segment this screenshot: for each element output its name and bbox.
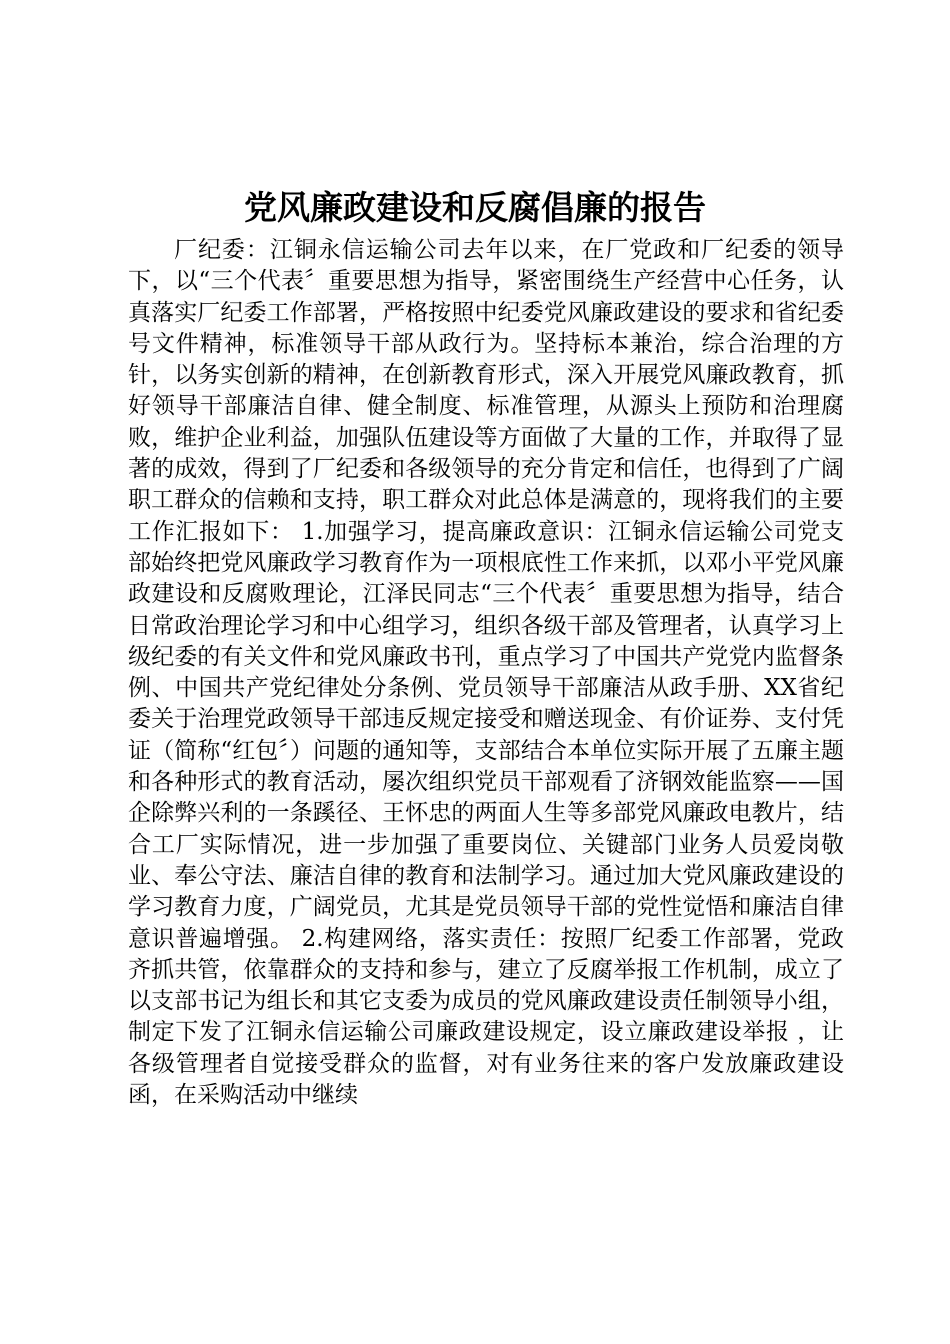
- document-title: 党风廉政建设和反腐倡廉的报告: [244, 188, 706, 227]
- body-paragraph: 厂纪委：江铜永信运输公司去年以来，在厂党政和厂纪委的领导下，以“三个代表〞重要思想为指导，紧密围绕生产经营中心任务，认真落实厂纪委工作部署，严格按照中纪委党风廉政建设的要求和省纪委号文件精神，标准领导干部从政行为。坚持标本兼治，综合治理的方针，以务实创新的精神，在创新教育形式，深入开展党风廉政教育，抓好领导干部廉洁自律、健全制度、标准管理，从源头上预防和治理腐败，维护企业利益，加强队伍建设等方面做了大量的工作，并取得了显著的成效，得到了厂纪委和各级领导的充分肯定和信任，也得到了广阔职工群众的信赖和支持，职工群众对此总体是满意的，现将我们的主要工作汇报如下： 1.加强学习，提高廉政意识：江铜永信运输公司党支部始终把党风廉政学习教育作为一项根底性工作来抓，以邓小平党风廉政建设和反腐败理论，江泽民同志“三个代表〞重要思想为指导，结合日常政治理论学习和中心组学习，组织各级干部及管理者，认真学习上级纪委的有关文件和党风廉政书刊，重点学习了中国共产党党内监督条例、中国共产党纪律处分条例、党员领导干部廉洁从政手册、XX省纪委关于治理党政领导干部违反规定接受和赠送现金、有价证券、支付凭证（简称“红包〞）问题的通知等，支部结合本单位实际开展了五廉主题和各种形式的教育活动，屡次组织党员干部观看了济钢效能监察——国企除弊兴利的一条蹊径、王怀忠的两面人生等多部党风廉政电教片，结合工厂实际情况，进一步加强了重要岗位、关键部门业务人员爱岗敬业、奉公守法、廉洁自律的教育和法制学习。通过加大党风廉政建设的学习教育力度，广阔党员，尤其是党员领导干部的党性觉悟和廉洁自律意识普遍增强。 2.构建网络，落实责任：按照厂纪委工作部署，党政齐抓共管，依靠群众的支持和参与，建立了反腐举报工作机制，成立了以支部书记为组长和其它支委为成员的党风廉政建设责任制领导小组，制定下发了江铜永信运输公司廉政建设规定，设立廉政建设举报 ，让各级管理者自觉接受群众的监督，对有业务往来的客户发放廉政建设函，在采购活动中继续: [128, 237, 844, 1109]
